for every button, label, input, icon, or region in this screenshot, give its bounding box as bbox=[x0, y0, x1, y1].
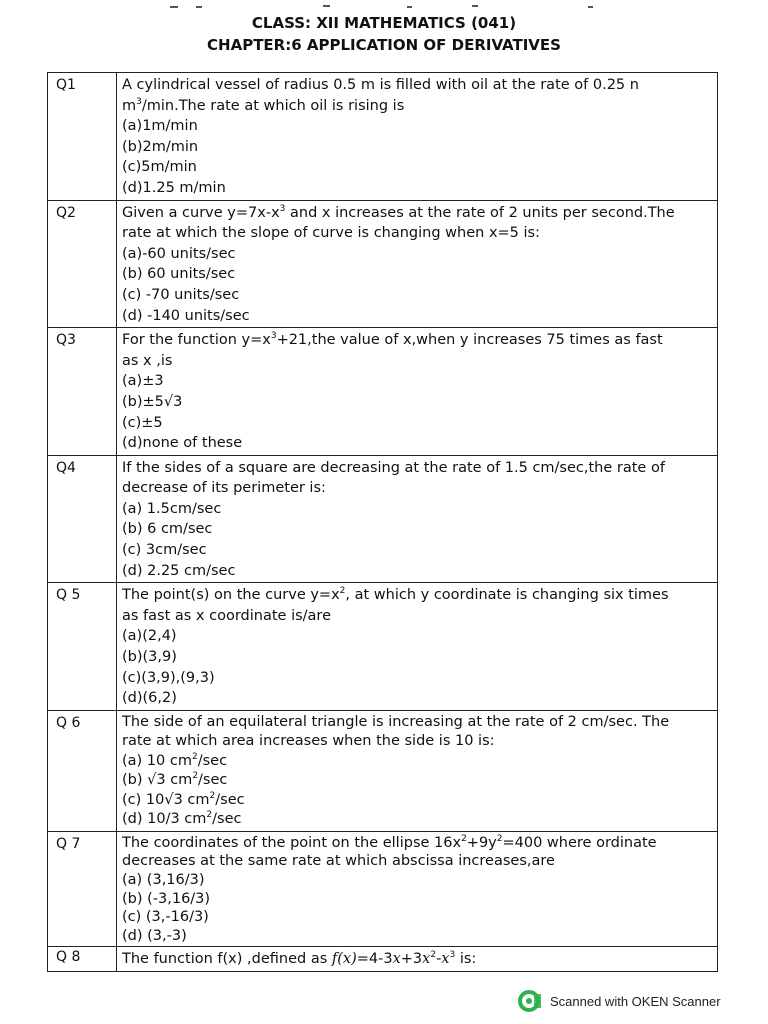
answer-option: (b)(3,9) bbox=[122, 649, 177, 666]
question-text: as fast as x coordinate is/are bbox=[122, 607, 331, 624]
question-row bbox=[48, 583, 718, 711]
answer-option: (d)none of these bbox=[122, 435, 243, 452]
question-number: Q 7 bbox=[48, 831, 117, 947]
answer-option: (a)±3 bbox=[122, 373, 164, 390]
question-text: For the function $y=x^3+21,the$ value of x,when y increases 75 times as fast bbox=[122, 331, 663, 349]
answer-option: (a)1m/min bbox=[122, 118, 198, 135]
answer-option: (d)1.25 m/min bbox=[122, 179, 226, 196]
answer-option: (c) -70 units/sec bbox=[122, 286, 240, 303]
question-text: rate at which area increases when the side is 10 is: bbox=[122, 733, 495, 750]
question-text: decreases at the same rate at which abscissa increases,are bbox=[122, 853, 555, 870]
question-row bbox=[48, 73, 718, 201]
answer-option: (b)2m/min bbox=[122, 138, 199, 155]
answer-option: (d) 2.25 cm/sec bbox=[122, 562, 236, 579]
oken-scanner-logo-icon bbox=[518, 990, 542, 1012]
document-header bbox=[0, 12, 768, 56]
question-text: A cylindrical vessel of radius 0.5 m is filled with oil at the rate of 0.25 n bbox=[122, 77, 639, 93]
answer-option: (c)(3,9),(9,3) bbox=[122, 669, 215, 686]
answer-option: (c) 10√3 $cm^2/\sec$ bbox=[122, 790, 245, 808]
question-text: $m^3/\min.The$ rate at which oil is rising is bbox=[122, 96, 405, 114]
question-row bbox=[48, 947, 718, 972]
question-text: The function f(x) ,defined as $f(x)=4-3x+3x^2-x^3$ is: bbox=[122, 950, 477, 968]
answer-option: (b) 60 units/sec bbox=[122, 266, 236, 283]
question-text: If the sides of a square are decreasing at the rate of 1.5 cm/sec,the rate of bbox=[122, 459, 665, 476]
question-body bbox=[117, 710, 718, 831]
question-text: decrease of its perimeter is: bbox=[122, 480, 326, 497]
question-body bbox=[117, 583, 718, 711]
question-body bbox=[117, 328, 718, 456]
scanner-text: Scanned with OKEN Scanner bbox=[550, 993, 721, 1009]
answer-option: (d) (3,-3) bbox=[122, 927, 187, 944]
answer-option: (a)(2,4) bbox=[122, 628, 177, 645]
question-text: as x ,is bbox=[122, 352, 173, 369]
question-text: Given a curve $y=7x-x^3$ and x increases at the rate of 2 units per second.The bbox=[122, 203, 675, 221]
question-body bbox=[117, 73, 718, 201]
question-body bbox=[117, 200, 718, 328]
scanner-watermark bbox=[518, 990, 721, 1012]
question-number: Q 5 bbox=[48, 583, 117, 711]
question-body bbox=[117, 831, 718, 947]
answer-option: (a) 10 $cm^2/\sec$ bbox=[122, 751, 228, 769]
answer-option: (c)5m/min bbox=[122, 159, 197, 176]
answer-option: (c)±5 bbox=[122, 414, 163, 431]
question-row bbox=[48, 710, 718, 831]
answer-option: (b) (-3,16/3) bbox=[122, 890, 211, 907]
answer-option: (d) 10/3 $cm^2/\sec$ bbox=[122, 810, 242, 828]
question-number: Q 8 bbox=[48, 947, 117, 972]
answer-option: (d) -140 units/sec bbox=[122, 307, 250, 324]
class-title: CLASS: XII MATHEMATICS (041) bbox=[251, 14, 517, 32]
questions-table bbox=[47, 72, 718, 972]
question-text: The coordinates of the point on the ellipse $16x^2+9y^2=400$ where ordinate bbox=[122, 833, 657, 851]
question-text: The point(s) on the curve $y=x^2$, at which y coordinate is changing six times bbox=[122, 586, 669, 604]
question-text: The side of an equilateral triangle is increasing at the rate of 2 cm/sec. The bbox=[122, 713, 670, 730]
question-body bbox=[117, 455, 718, 583]
question-number: Q1 bbox=[48, 73, 117, 201]
answer-option: (a)-60 units/sec bbox=[122, 245, 236, 262]
answer-option: (a) (3,16/3) bbox=[122, 872, 205, 888]
answer-option: (c) 3cm/sec bbox=[122, 542, 207, 559]
question-row bbox=[48, 200, 718, 328]
question-row bbox=[48, 455, 718, 583]
answer-option: (c) (3,-16/3) bbox=[122, 909, 209, 926]
question-body bbox=[117, 947, 718, 972]
answer-option: (b) √3 $cm^2/\sec$ bbox=[122, 771, 228, 789]
question-row bbox=[48, 328, 718, 456]
answer-option: (b)±5√3 bbox=[122, 393, 183, 410]
answer-option: (a) 1.5cm/sec bbox=[122, 500, 222, 517]
question-number: Q3 bbox=[48, 328, 117, 456]
question-number: Q4 bbox=[48, 455, 117, 583]
answer-option: (b) 6 cm/sec bbox=[122, 521, 213, 538]
question-number: Q 6 bbox=[48, 710, 117, 831]
chapter-title: CHAPTER:6 APPLICATION OF DERIVATIVES bbox=[207, 36, 561, 54]
question-number: Q2 bbox=[48, 200, 117, 328]
answer-option: (d)(6,2) bbox=[122, 690, 177, 707]
question-row bbox=[48, 831, 718, 947]
question-text: rate at which the slope of curve is changing when x=5 is: bbox=[122, 225, 540, 242]
